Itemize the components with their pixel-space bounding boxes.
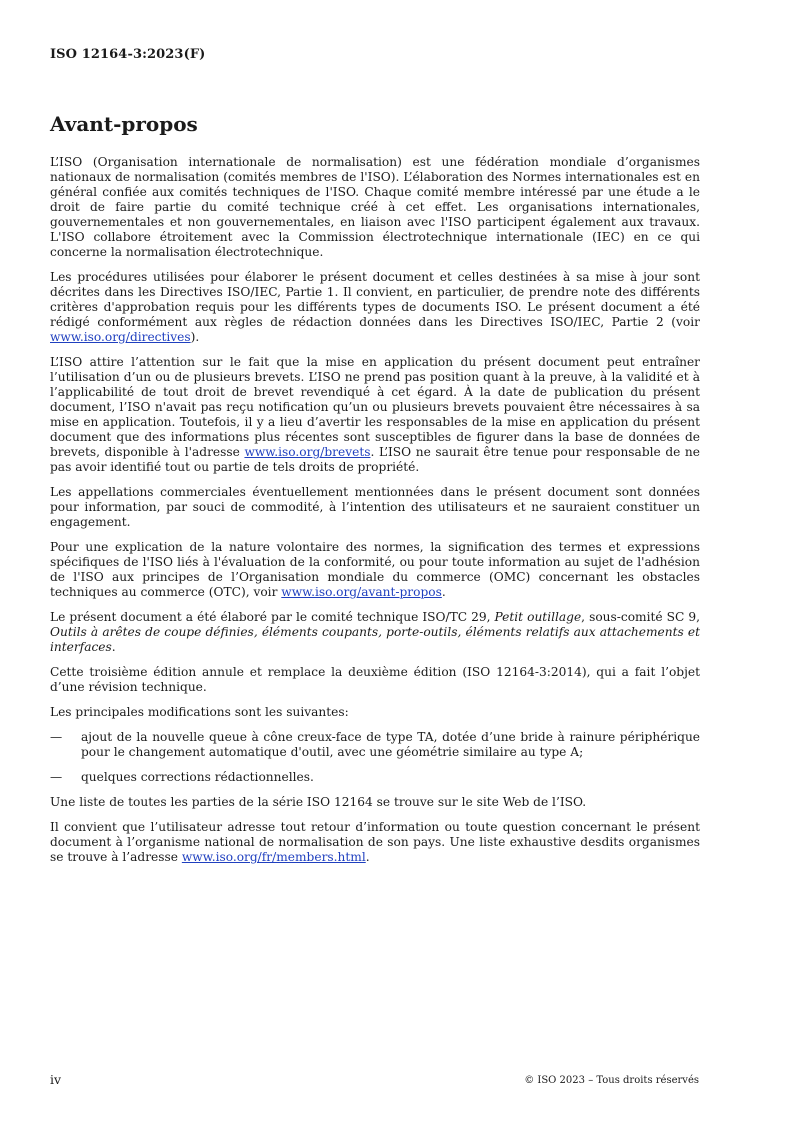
- paragraph-feedback-text: Il convient que l’utilisateur adresse tout retour d’information ou toute question concernant le présent document à l’organisme national de normalisation de son pays. Une liste exhaustive desdits organismes se trouve à l’adresse: [50, 820, 700, 864]
- paragraph-series-list: Une liste de toutes les parties de la série ISO 12164 se trouve sur le site Web de l’ISO.: [50, 795, 587, 809]
- foreword-link[interactable]: www.iso.org/avant-propos: [281, 585, 442, 599]
- paragraph-voluntary-end: .: [441, 585, 446, 599]
- paragraph-procedures: [50, 270, 700, 345]
- page-title: Avant-propos: [50, 112, 198, 136]
- paragraph-trade-names: Les appellations commerciales éventuellement mentionnées dans le présent document sont données pour information, par souci de commodité, à l’intention des utilisateurs et ne sauraient constituer un engagement.: [50, 485, 700, 529]
- members-link[interactable]: www.iso.org/fr/members.html: [181, 850, 366, 864]
- committee-name: Petit outillage: [494, 610, 582, 624]
- subcommittee-name: Outils à arêtes de coupe définies, éléments coupants, porte-outils, éléments relatifs aux attachements et interfaces: [50, 625, 700, 654]
- paragraph-patents-text: L’ISO attire l’attention sur le fait que la mise en application du présent document peut entraîner l’utilisation d’un ou de plusieurs brevets. L’ISO ne prend pas position quant à la preuve, à la validité et à l’applicabilité de tout droit de brevet revendiqué à cet égard. À la date de publication du présent document, l’ISO n'avait pas reçu notification qu’un ou plusieurs brevets pouvaient être nécessaires à sa mise en application. Toutefois, il y a lieu d’avertir les responsables de la mise en application du présent document que des informations plus récentes sont susceptibles de figurer dans la base de données de brevets, disponible à l'adresse: [50, 355, 700, 459]
- paragraph-committee-mid: , sous-comité SC 9,: [581, 610, 701, 624]
- page-number: iv: [50, 1072, 62, 1087]
- list-dash: —: [50, 770, 63, 784]
- paragraph-procedures-text: Les procédures utilisées pour élaborer le présent document et celles destinées à sa mise à jour sont décrites dans les Directives ISO/IEC, Partie 1. Il convient, en particulier, de prendre note des différents critères d'approbation requis pour les différents types de documents ISO. Le présent document a été rédigé conformément aux règles de rédaction données dans les Directives ISO/IEC, Partie 2 (voir: [50, 270, 700, 329]
- paragraph-committee-text: Le présent document a été élaboré par le comité technique ISO/TC 29,: [50, 610, 495, 624]
- paragraph-edition: Cette troisième édition annule et remplace la deuxième édition (ISO 12164-3:2014), qui a fait l’objet d’une révision technique.: [50, 665, 700, 694]
- list-item: [50, 730, 700, 760]
- directives-link[interactable]: www.iso.org/directives: [50, 330, 191, 344]
- paragraph-iso-intro: L’ISO (Organisation internationale de normalisation) est une fédération mondiale d’organismes nationaux de normalisation (comités membres de l'ISO). L’élaboration des Normes internationales est en général confiée aux comités techniques de l'ISO. Chaque comité membre intéressé par une étude a le droit de faire partie du comité technique créé à cet effet. Les organisations internationales, gouvernementales et non gouvernementales, en liaison avec l'ISO participent également aux travaux. L'ISO collabore étroitement avec la Commission électrotechnique internationale (IEC) en ce qui concerne la normalisation électrotechnique.: [50, 155, 700, 259]
- list-item: [50, 770, 700, 785]
- paragraph-procedures-end: ).: [190, 330, 200, 344]
- list-item-text: quelques corrections rédactionnelles.: [81, 770, 314, 784]
- paragraph-feedback: [50, 820, 700, 865]
- document-reference: ISO 12164-3:2023(F): [50, 47, 206, 62]
- paragraph-committee-end: .: [111, 640, 116, 654]
- foreword-body: [50, 155, 700, 875]
- paragraph-changes-intro: Les principales modifications sont les suivantes:: [50, 705, 349, 719]
- paragraph-committee: [50, 610, 700, 655]
- paragraph-patents: [50, 355, 700, 475]
- copyright-notice: © ISO 2023 – Tous droits réservés: [524, 1075, 699, 1086]
- paragraph-voluntary-text: Pour une explication de la nature volontaire des normes, la signification des termes et expressions spécifiques de l'ISO liés à l'évaluation de la conformité, ou pour toute information au sujet de l'adhésion de l'ISO aux principes de l’Organisation mondiale du commerce (OMC) concernant les obstacles techniques au commerce (OTC), voir: [50, 540, 700, 599]
- paragraph-patents-end: . L’ISO ne saurait être tenue pour responsable de ne pas avoir identifié tout ou partie de tels droits de propriété.: [50, 445, 700, 474]
- paragraph-feedback-end: .: [365, 850, 370, 864]
- patents-link[interactable]: www.iso.org/brevets: [244, 445, 371, 459]
- list-item-text: ajout de la nouvelle queue à cône creux-face de type TA, dotée d’une bride à rainure périphérique pour le changement automatique d'outil, avec une géométrie similaire au type A;: [81, 730, 700, 759]
- paragraph-voluntary-nature: [50, 540, 700, 600]
- list-dash: —: [50, 730, 63, 744]
